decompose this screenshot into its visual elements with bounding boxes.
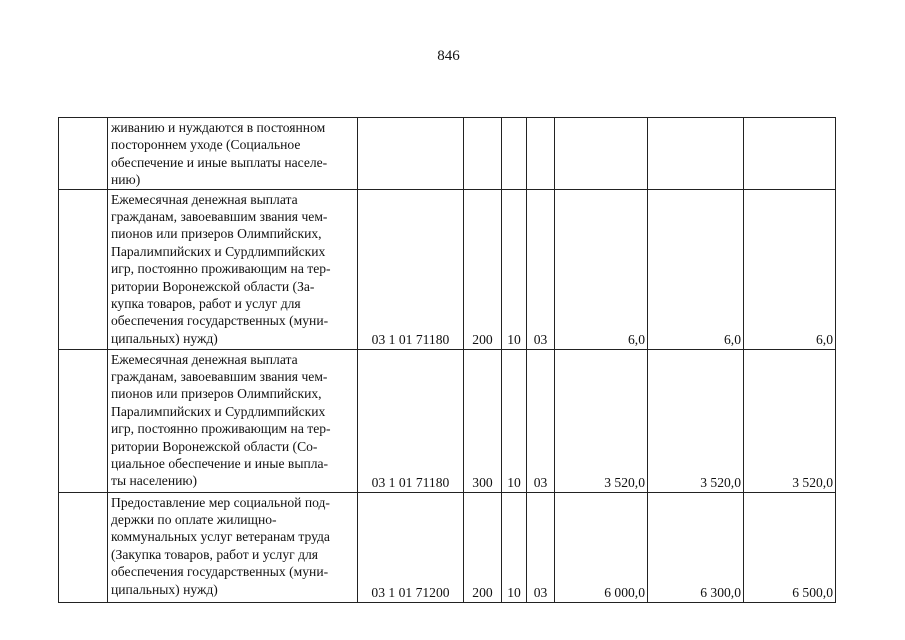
description-line: пионов или призеров Олимпийских, [111, 226, 322, 242]
section-cell [502, 118, 527, 190]
amount-year2-cell: 6 300,0 [648, 492, 744, 602]
description-line: Ежемесячная денежная выплата [111, 191, 298, 207]
description-line: постороннем уходе (Социальное [111, 137, 301, 153]
description-line: Паралимпийских и Сурдлимпийских [111, 243, 326, 259]
expense-type-cell: 200 [464, 189, 502, 349]
target-article-cell: 03 1 01 71200 [358, 492, 464, 602]
subsection-cell: 03 [527, 349, 555, 492]
expense-type-cell: 300 [464, 349, 502, 492]
description-line: живанию и нуждаются в постоянном [111, 120, 326, 135]
description-line: обеспечения государственных (муни- [111, 564, 329, 580]
description-cell [108, 189, 358, 349]
description-line: ритории Воронежской области (За- [111, 278, 315, 294]
description-line: гражданам, завоевавшим звания чем- [111, 369, 328, 385]
table-row [59, 189, 836, 349]
description-line: ципальных) нужд) [111, 330, 218, 346]
page-number: 846 [437, 48, 460, 64]
description-line: циальное обеспечение и иные выпла- [111, 456, 329, 472]
expense-type-cell: 200 [464, 492, 502, 602]
amount-year1-cell: 3 520,0 [555, 349, 648, 492]
description-line: Ежемесячная денежная выплата [111, 351, 298, 367]
description-line: ципальных) нужд) [111, 581, 218, 597]
description-cell [108, 349, 358, 492]
amount-year2-cell [648, 118, 744, 190]
description-line: (Закупка товаров, работ и услуг для [111, 546, 319, 562]
blank-cell [59, 349, 108, 492]
section-cell: 10 [502, 349, 527, 492]
description-line: Паралимпийских и Сурдлимпийских [111, 403, 326, 419]
amount-year1-cell: 6,0 [555, 189, 648, 349]
description-line: купка товаров, работ и услуг для [111, 296, 301, 312]
description-line: коммунальных услуг ветеранам труда [111, 529, 330, 545]
blank-cell [59, 492, 108, 602]
amount-year3-cell [744, 118, 836, 190]
description-line: нию) [111, 172, 141, 188]
description-line: ты населению) [111, 473, 198, 489]
description-cell [108, 118, 358, 190]
table-row [59, 118, 836, 190]
description-line: игр, постоянно проживающим на тер- [111, 421, 331, 437]
section-cell: 10 [502, 492, 527, 602]
budget-table [58, 117, 836, 603]
description-line: пионов или призеров Олимпийских, [111, 386, 322, 402]
amount-year1-cell [555, 118, 648, 190]
description-line: гражданам, завоевавшим звания чем- [111, 209, 328, 225]
amount-year3-cell: 3 520,0 [744, 349, 836, 492]
amount-year2-cell: 3 520,0 [648, 349, 744, 492]
description-line: обеспечение и иные выплаты населе- [111, 154, 328, 170]
amount-year3-cell: 6 500,0 [744, 492, 836, 602]
subsection-cell: 03 [527, 492, 555, 602]
subsection-cell: 03 [527, 189, 555, 349]
blank-cell [59, 189, 108, 349]
amount-year2-cell: 6,0 [648, 189, 744, 349]
table-row [59, 349, 836, 492]
description-line: ритории Воронежской области (Со- [111, 438, 318, 454]
description-line: обеспечения государственных (муни- [111, 313, 329, 329]
table-row [59, 492, 836, 602]
target-article-cell [358, 118, 464, 190]
description-line: держки по оплате жилищно- [111, 512, 277, 528]
amount-year3-cell: 6,0 [744, 189, 836, 349]
target-article-cell: 03 1 01 71180 [358, 349, 464, 492]
description-line: игр, постоянно проживающим на тер- [111, 261, 331, 277]
blank-cell [59, 118, 108, 190]
subsection-cell [527, 118, 555, 190]
section-cell: 10 [502, 189, 527, 349]
target-article-cell: 03 1 01 71180 [358, 189, 464, 349]
description-line: Предоставление мер социальной под- [111, 494, 330, 510]
description-cell [108, 492, 358, 602]
expense-type-cell [464, 118, 502, 190]
amount-year1-cell: 6 000,0 [555, 492, 648, 602]
